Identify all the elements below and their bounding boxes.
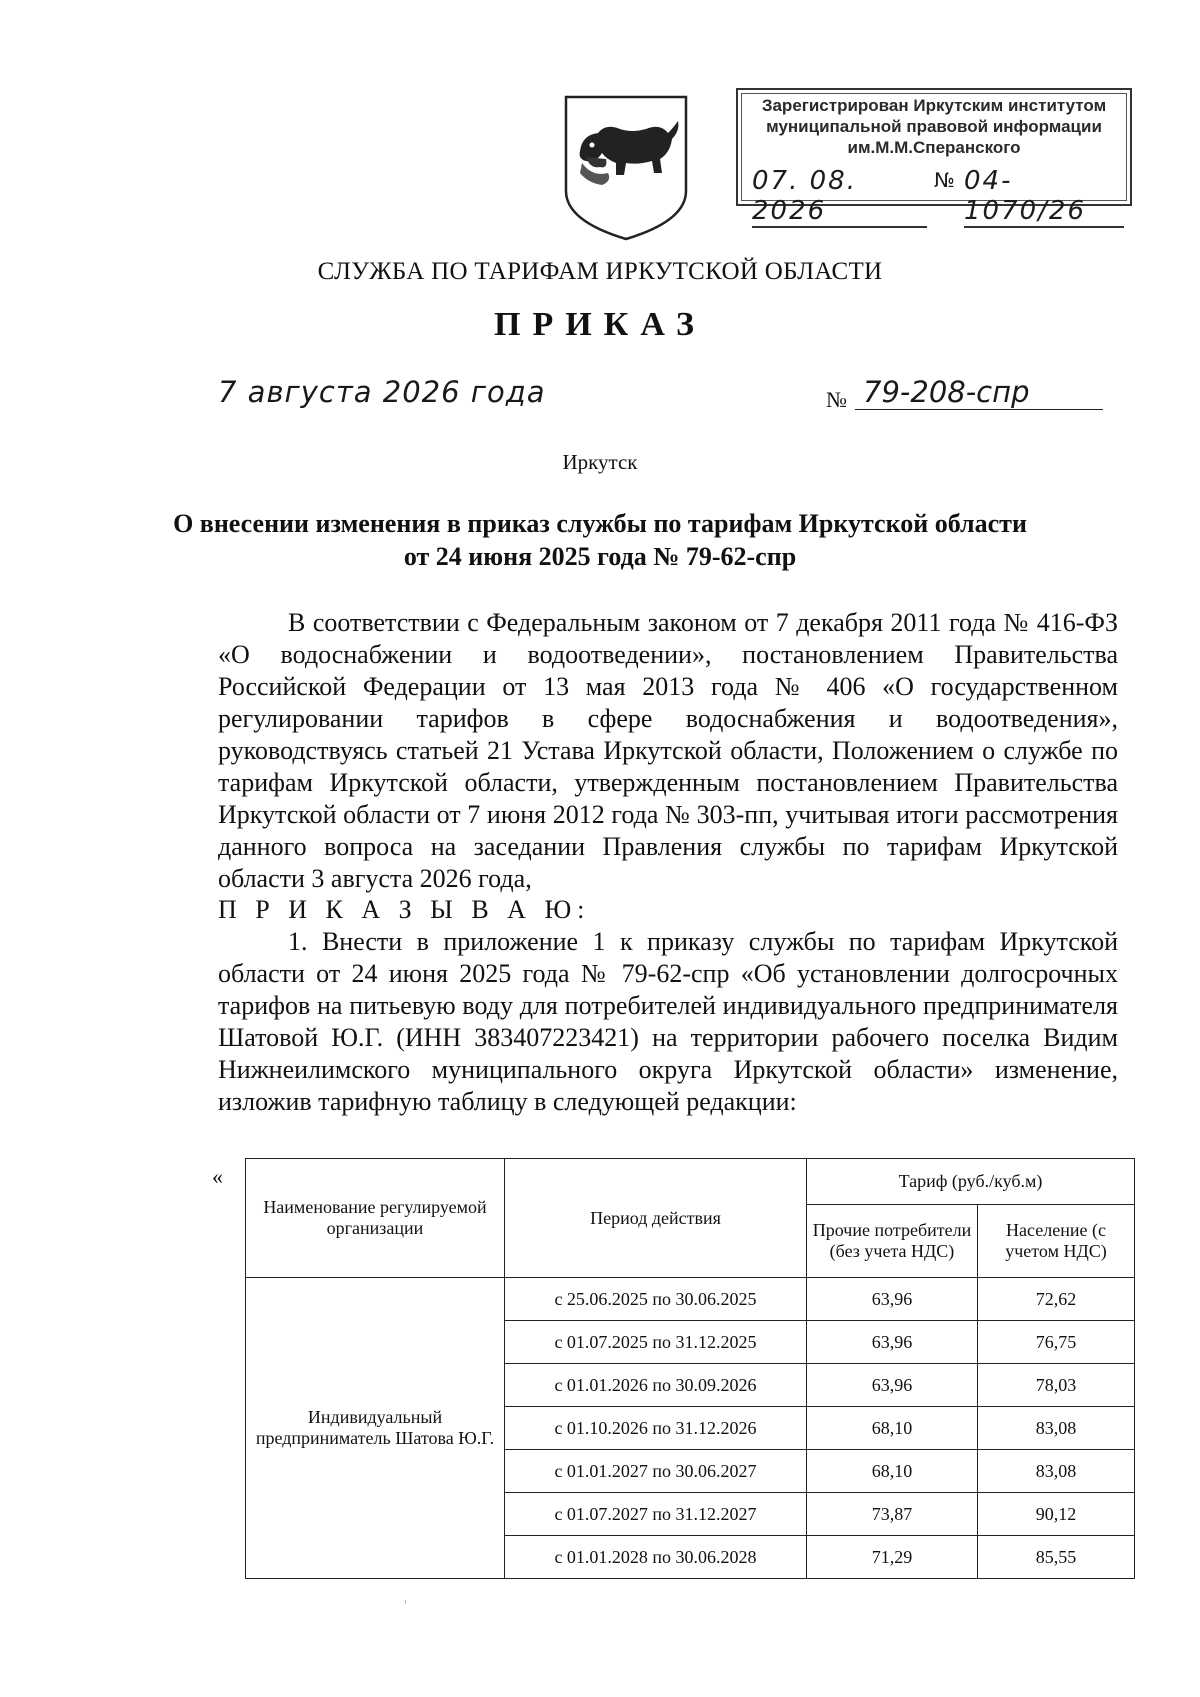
organization-cell: Индивидуальный предприниматель Шатова Ю.Г.: [246, 1278, 505, 1579]
irkutsk-coat-of-arms-icon: [562, 93, 690, 241]
header-population: Население (с учетом НДС): [978, 1205, 1135, 1278]
stamp-number-label: №: [934, 168, 957, 192]
period-cell: с 25.06.2025 по 30.06.2025: [505, 1278, 807, 1321]
table-row: [246, 1278, 1135, 1321]
order-word: П Р И К А З Ы В А Ю:: [218, 895, 591, 924]
other-tariff-cell: 68,10: [807, 1407, 978, 1450]
order-date: 7 августа 2026 года: [218, 375, 546, 409]
other-tariff-cell: 68,10: [807, 1450, 978, 1493]
preamble-paragraph: В соответствии с Федеральным законом от 7 декабря 2011 года № 416-ФЗ «О водоснабжении и водоотведении», постановлением Правительства Российской Федерации от 13 мая 2013 года № 406 «О государственном регулировании тарифов в сфере водоснабжения и водоотведения», руководствуясь статьей 21 Устава Иркутской области, Положением о службе по тарифам Иркутской области, утвержденным постановлением Правительства Иркутской области от 7 июня 2012 года № 303-пп, учитывая итоги рассмотрения данного вопроса на заседании Правления службы по тарифам Иркутской области 3 августа 2026 года,: [218, 608, 1118, 893]
clause-1-paragraph: 1. Внести в приложение 1 к приказу службы по тарифам Иркутской области от 24 июня 2025 года № 79-62-спр «Об установлении долгосрочных тарифов на питьевую воду для потребителей индивидуального предпринимателя Шатовой Ю.Г. (ИНН 383407223421) на территории рабочего поселка Видим Нижнеилимского муниципального округа Иркутской области» изменение, изложив тарифную таблицу в следующей редакции:: [218, 927, 1118, 1116]
document-type: ПРИКАЗ: [494, 306, 706, 343]
period-cell: с 01.07.2025 по 31.12.2025: [505, 1321, 807, 1364]
population-tariff-cell: 85,55: [978, 1536, 1135, 1579]
population-tariff-cell: 83,08: [978, 1407, 1135, 1450]
other-tariff-cell: 63,96: [807, 1278, 978, 1321]
stamp-line-1: Зарегистрирован Иркутским институтом: [761, 96, 1107, 115]
population-tariff-cell: 78,03: [978, 1364, 1135, 1407]
period-cell: с 01.01.2027 по 30.06.2027: [505, 1450, 807, 1493]
stamp-registration-date: 07. 08. 2026: [752, 166, 927, 228]
quote-open: «: [212, 1164, 223, 1189]
other-tariff-cell: 73,87: [807, 1493, 978, 1536]
tariff-table: [245, 1158, 1135, 1579]
header-tariff: Тариф (руб./куб.м): [807, 1159, 1135, 1205]
population-tariff-cell: 83,08: [978, 1450, 1135, 1493]
other-tariff-cell: 71,29: [807, 1536, 978, 1579]
population-tariff-cell: 76,75: [978, 1321, 1135, 1364]
city: Иркутск: [562, 450, 638, 474]
header-other-consumers: Прочие потребители (без учета НДС): [807, 1205, 978, 1278]
period-cell: с 01.01.2026 по 30.09.2026: [505, 1364, 807, 1407]
stamp-line-2: муниципальной правовой информации: [766, 117, 1102, 136]
period-cell: с 01.01.2028 по 30.06.2028: [505, 1536, 807, 1579]
agency-name: СЛУЖБА ПО ТАРИФАМ ИРКУТСКОЙ ОБЛАСТИ: [317, 258, 883, 285]
period-cell: с 01.10.2026 по 31.12.2026: [505, 1407, 807, 1450]
order-number: 79-208-спр: [855, 375, 1103, 410]
stamp-registration: [752, 164, 1122, 226]
population-tariff-cell: 90,12: [978, 1493, 1135, 1536]
scan-mark: [405, 1600, 406, 1604]
population-tariff-cell: 72,62: [978, 1278, 1135, 1321]
other-tariff-cell: 63,96: [807, 1364, 978, 1407]
title-line-2: от 24 июня 2025 года № 79-62-спр: [403, 542, 797, 571]
header-organization: Наименование регулируемой организации: [246, 1159, 505, 1278]
period-cell: с 01.07.2027 по 31.12.2027: [505, 1493, 807, 1536]
other-tariff-cell: 63,96: [807, 1321, 978, 1364]
stamp-line-3: им.М.М.Сперанского: [847, 138, 1021, 157]
order-number-label: №: [826, 387, 847, 412]
title-line-1: О внесении изменения в приказ службы по тарифам Иркутской области: [173, 509, 1027, 538]
header-period: Период действия: [505, 1159, 807, 1278]
registration-stamp: [736, 88, 1132, 226]
stamp-registration-number: 04-1070/26: [964, 166, 1124, 228]
